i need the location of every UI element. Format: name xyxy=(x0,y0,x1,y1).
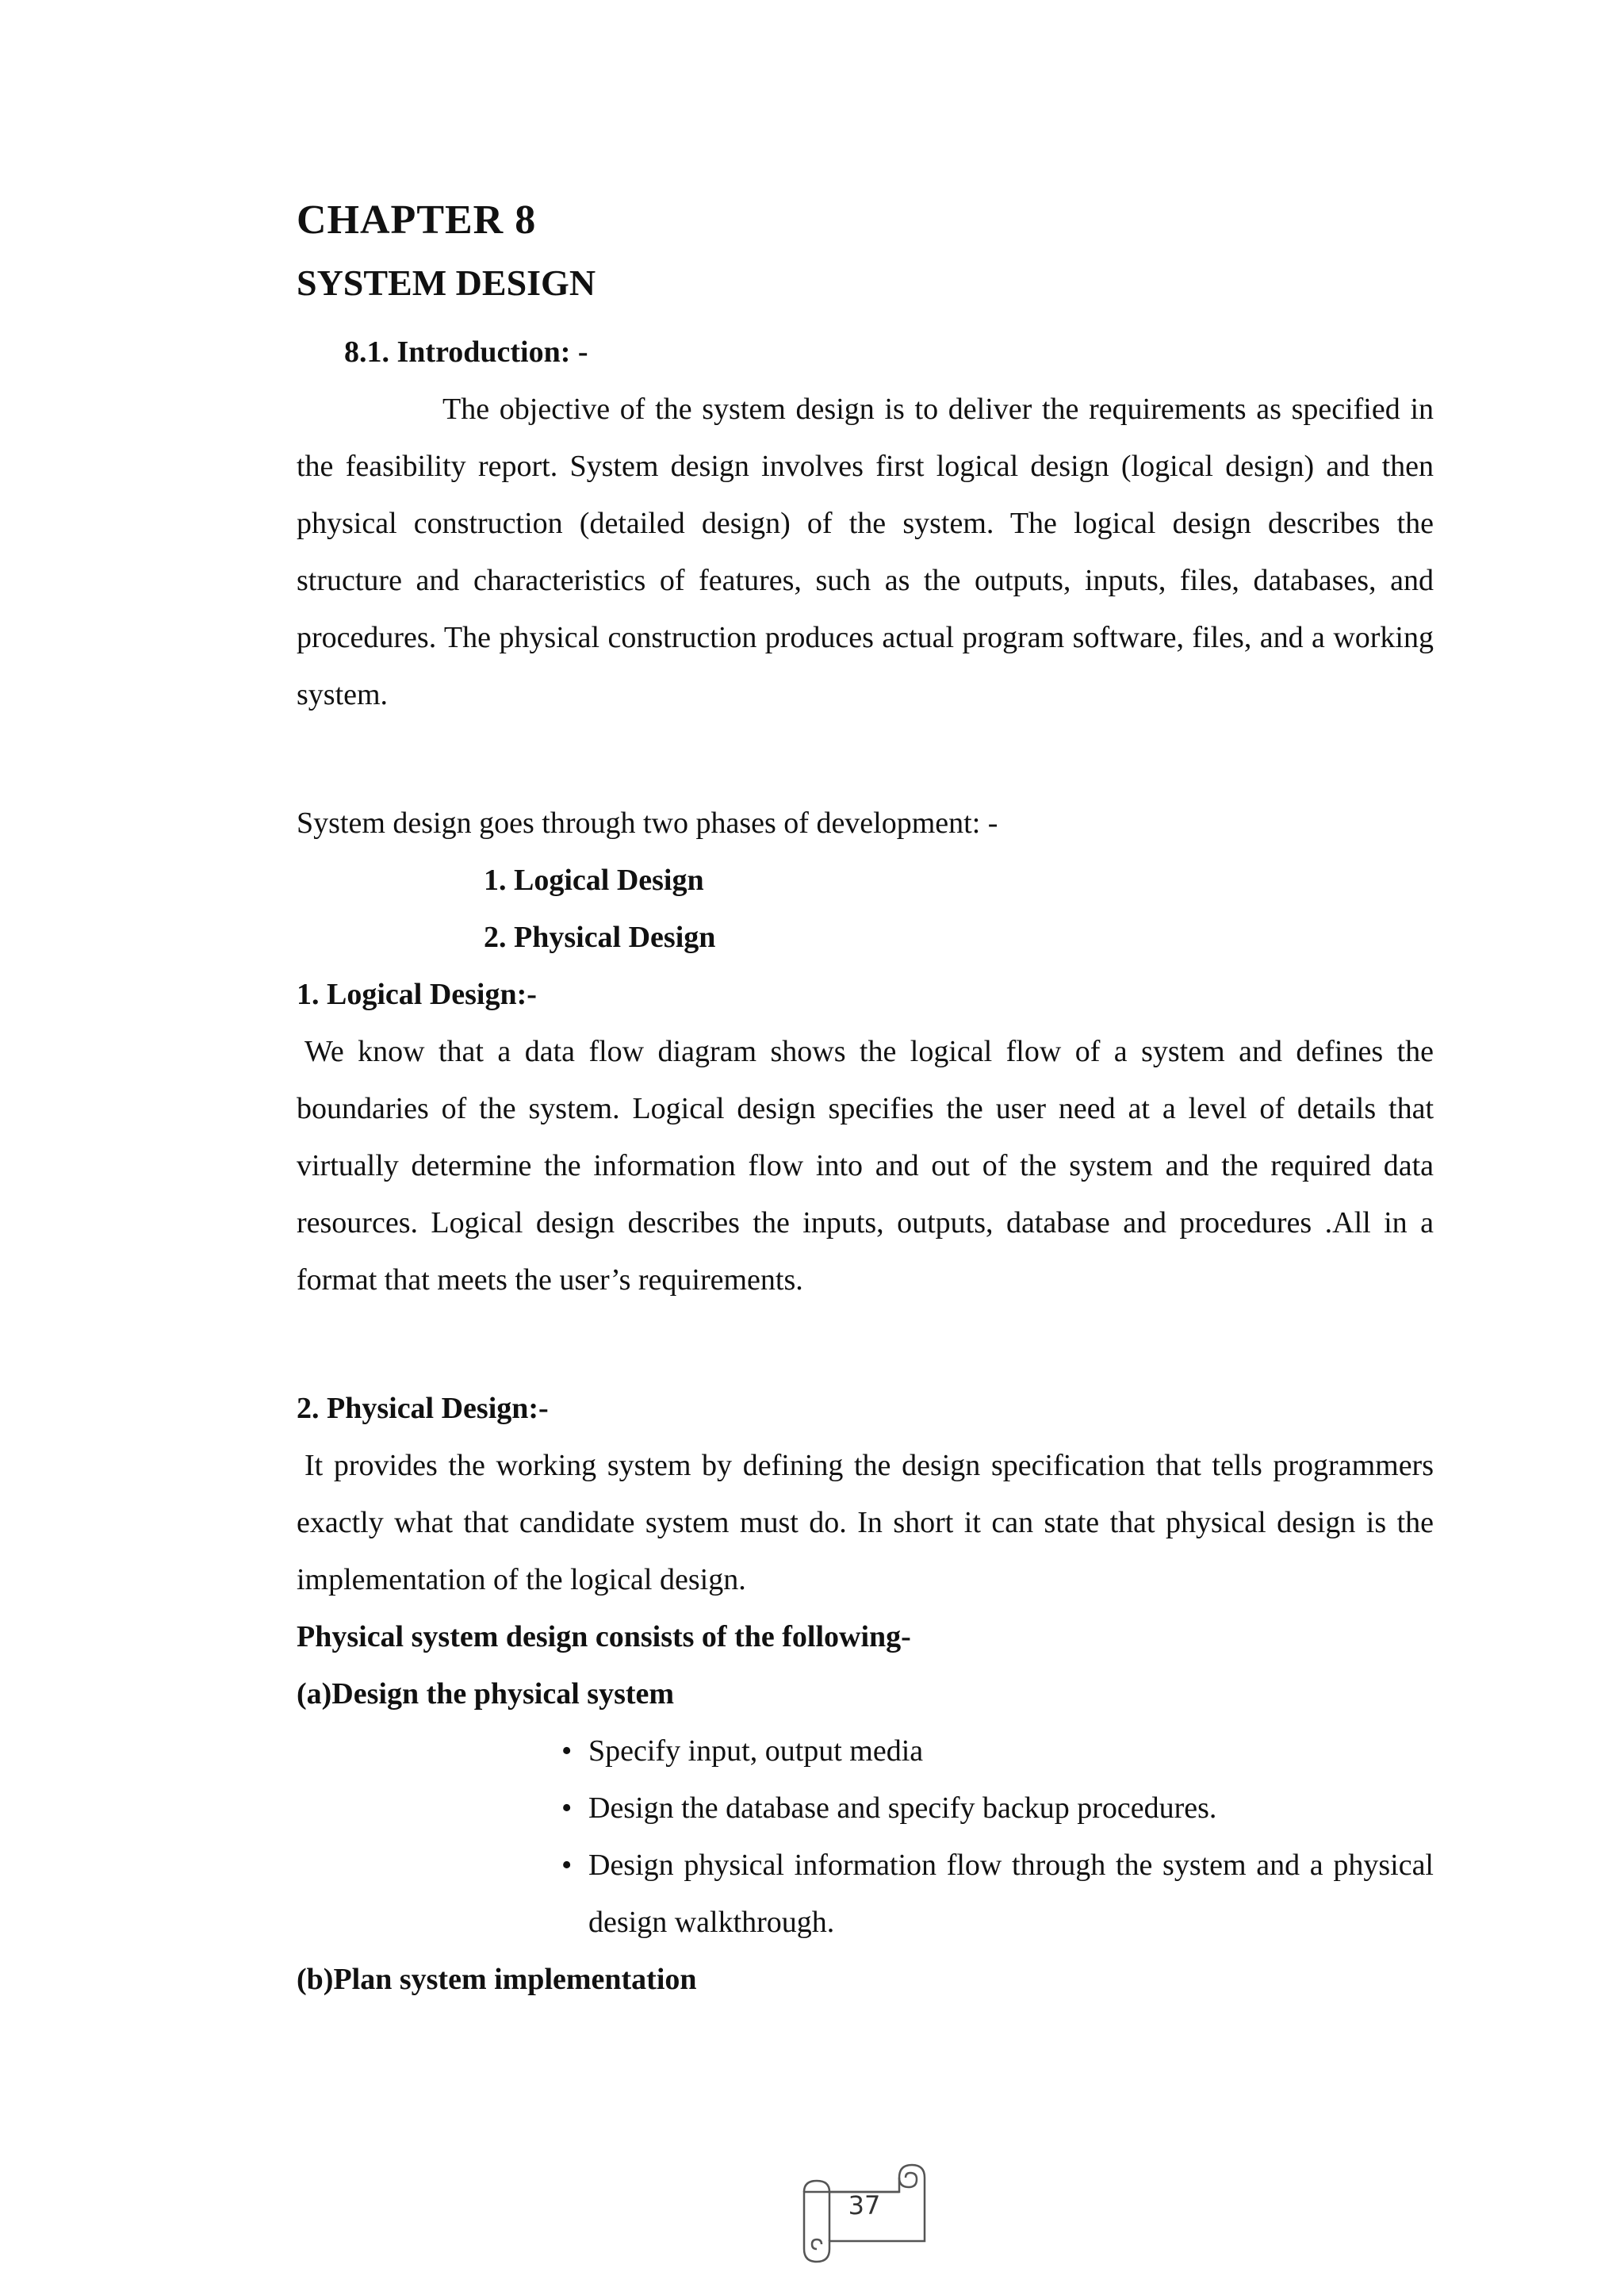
physical-design-paragraph: It provides the working system by defining the design specification that tells programmers exactly what that candidate system must do. In short it can state that physical design is the implementation of the logical design. xyxy=(297,1449,1434,1596)
intro-paragraph: The objective of the system design is to deliver the requirements as specified in the feasibility report. System design involves first logical design (logical design) and then physical construction (detailed design) of the system. The logical design describes the structure and characteristics of features, such as the outputs, inputs, files, databases, and procedures. The physical construction produces actual program software, files, and a working system. xyxy=(297,393,1434,711)
design-bullet-list xyxy=(297,1722,1434,1951)
phase-item-logical: 1. Logical Design xyxy=(484,864,704,897)
phase-item-physical: 2. Physical Design xyxy=(484,921,716,954)
bullet-icon: • xyxy=(561,1734,573,1768)
page-content xyxy=(297,324,1434,2008)
logical-design-paragraph: We know that a data flow diagram shows the logical flow of a system and defines the boundaries of the system. Logical design specifies the user need at a level of details that virtually determine the information flow into and out of the system and the required data resources. Logical design describes the inputs, outputs, database and procedures .All in a format that meets the user’s requirements. xyxy=(297,1035,1434,1297)
bullet-item xyxy=(561,1780,1434,1837)
logical-design-heading: 1. Logical Design:- xyxy=(297,978,537,1011)
part-b-heading: (b)Plan system implementation xyxy=(297,1963,697,1996)
bullet-text: Design physical information flow through the system and a physical design walkthrough. xyxy=(588,1849,1434,1939)
bullet-text: Design the database and specify backup procedures. xyxy=(588,1791,1217,1825)
page-number: 37 xyxy=(848,2190,881,2220)
bullet-text: Specify input, output media xyxy=(588,1734,924,1768)
phases-list xyxy=(297,852,1434,966)
bullet-item xyxy=(561,1837,1434,1951)
spacer xyxy=(297,723,1434,795)
spacer xyxy=(297,1308,1434,1380)
phases-lead: System design goes through two phases of development: - xyxy=(297,807,998,840)
page-number-scroll xyxy=(788,2146,947,2265)
chapter-title: CHAPTER 8 xyxy=(297,197,537,243)
bullet-icon: • xyxy=(561,1791,573,1825)
chapter-subtitle: SYSTEM DESIGN xyxy=(297,262,596,303)
bullet-icon: • xyxy=(561,1849,573,1882)
physical-design-heading: 2. Physical Design:- xyxy=(297,1392,549,1425)
intro-heading: 8.1. Introduction: - xyxy=(344,335,588,369)
physical-consists-heading: Physical system design consists of the following- xyxy=(297,1620,911,1653)
part-a-heading: (a)Design the physical system xyxy=(297,1677,675,1711)
bullet-item xyxy=(561,1722,1434,1780)
